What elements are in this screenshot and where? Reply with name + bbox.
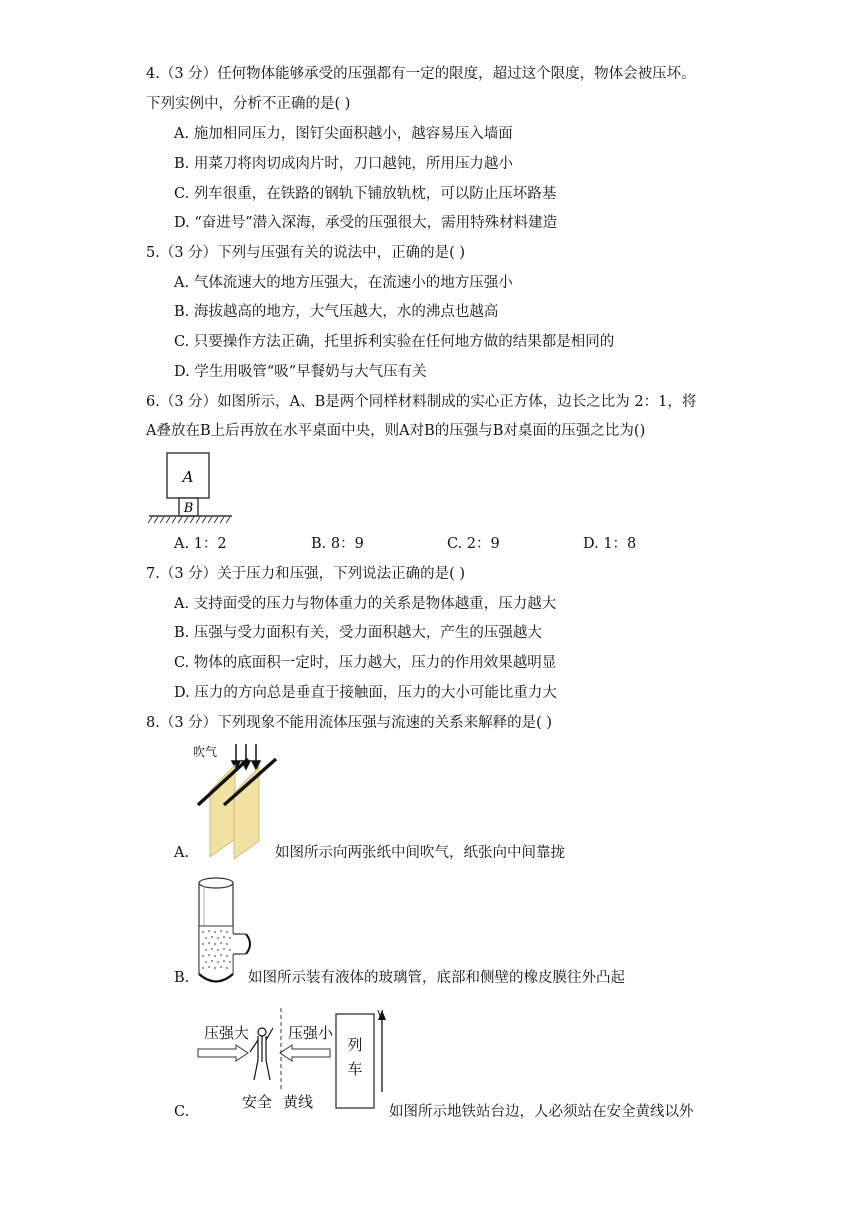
q5-stem: 5.（3 分）下列与压强有关的说法中，正确的是( ) [146,245,466,261]
q7-stem: 7.（3 分）关于压力和压强，下列说法正确的是( ) [146,566,466,582]
person-icon [250,1028,273,1080]
q5-option-c: C. 只要操作方法正确，托里拆利实验在任何地方做的结果都是相同的 [174,334,615,350]
q4-stem-line2: 下列实例中，分析不正确的是( ) [146,96,351,112]
high-pressure-label: 压强大 [204,1024,250,1042]
q4-option-a: A. 施加相同压力，图钉尖面积越小，越容易压入墙面 [174,126,513,142]
yellow-line-label: 黄线 [283,1093,314,1111]
q8-option-c-letter: C. [174,1104,190,1120]
stacked-cubes-figure [146,452,236,524]
q4-stem-line1: 4.（3 分）任何物体能够承受的压强都有一定的限度，超过这个限度，物体会被压坏。 [146,66,696,82]
q8-option-b-letter: B. [174,970,190,986]
q7-option-d: D. 压力的方向总是垂直于接触面，压力的大小可能比重力大 [174,685,557,701]
train-char-1: 列 [347,1036,363,1054]
q5-option-a: A. 气体流速大的地方压强大，在流速小的地方压强小 [174,275,513,291]
q8-option-b-text: 如图所示装有液体的玻璃管，底部和侧壁的橡皮膜往外凸起 [248,970,625,986]
q8-option-c-text: 如图所示地铁站台边，人必须站在安全黄线以外 [389,1104,694,1120]
q7-option-c: C. 物体的底面积一定时，压力越大，压力的作用效果越明显 [174,655,557,671]
q5-option-b: B. 海拔越高的地方，大气压越大，水的沸点也越高 [174,304,499,320]
q6-stem-line1: 6.（3 分）如图所示，A、B是两个同样材料制成的实心正方体，边长之比为 2：1，将 [146,394,697,410]
q7-option-b: B. 压强与受力面积有关，受力面积越大，产生的压强越大 [174,625,542,641]
q4-option-c: C. 列车很重，在铁路的钢轨下铺放轨枕，可以防止压坏路基 [174,186,557,202]
cube-a-label: A [182,468,194,486]
q5-option-d: D. 学生用吸管“吸”早餐奶与大气压有关 [174,364,427,380]
q7-option-a: A. 支持面受的压力与物体重力的关系是物体越重，压力越大 [174,596,557,612]
q8-option-a-letter: A. [174,845,190,861]
safe-label: 安全 [242,1093,273,1111]
low-pressure-label: 压强小 [288,1024,334,1042]
q8-option-a-text: 如图所示向两张纸中间吹气，纸张向中间靠拢 [275,845,565,861]
blow-label: 吹气 [193,745,218,759]
paper-blowing-figure [190,739,286,861]
q8-stem: 8.（3 分）下列现象不能用流体压强与流速的关系来解释的是( ) [146,715,553,731]
q6-option-c: C. 2：9 [447,536,500,552]
subway-platform-figure [196,1004,392,1112]
q6-option-d: D. 1：8 [583,536,637,552]
q4-option-b: B. 用菜刀将肉切成肉片时，刀口越钝，所用压力越小 [174,156,513,172]
train-char-2: 车 [347,1060,363,1078]
q6-stem-line2: A叠放在B上后再放在水平桌面中央，则A对B的压强与B对桌面的压强之比为() [146,423,646,439]
cube-b-label: B [183,501,194,516]
velocity-label: v [377,1006,384,1019]
q6-option-b: B. 8：9 [311,536,364,552]
q6-option-a: A. 1：2 [174,536,227,552]
glass-tube-figure [190,876,256,994]
q4-option-d: D. “奋进号”潜入深海，承受的压强很大，需用特殊材料建造 [174,215,558,231]
